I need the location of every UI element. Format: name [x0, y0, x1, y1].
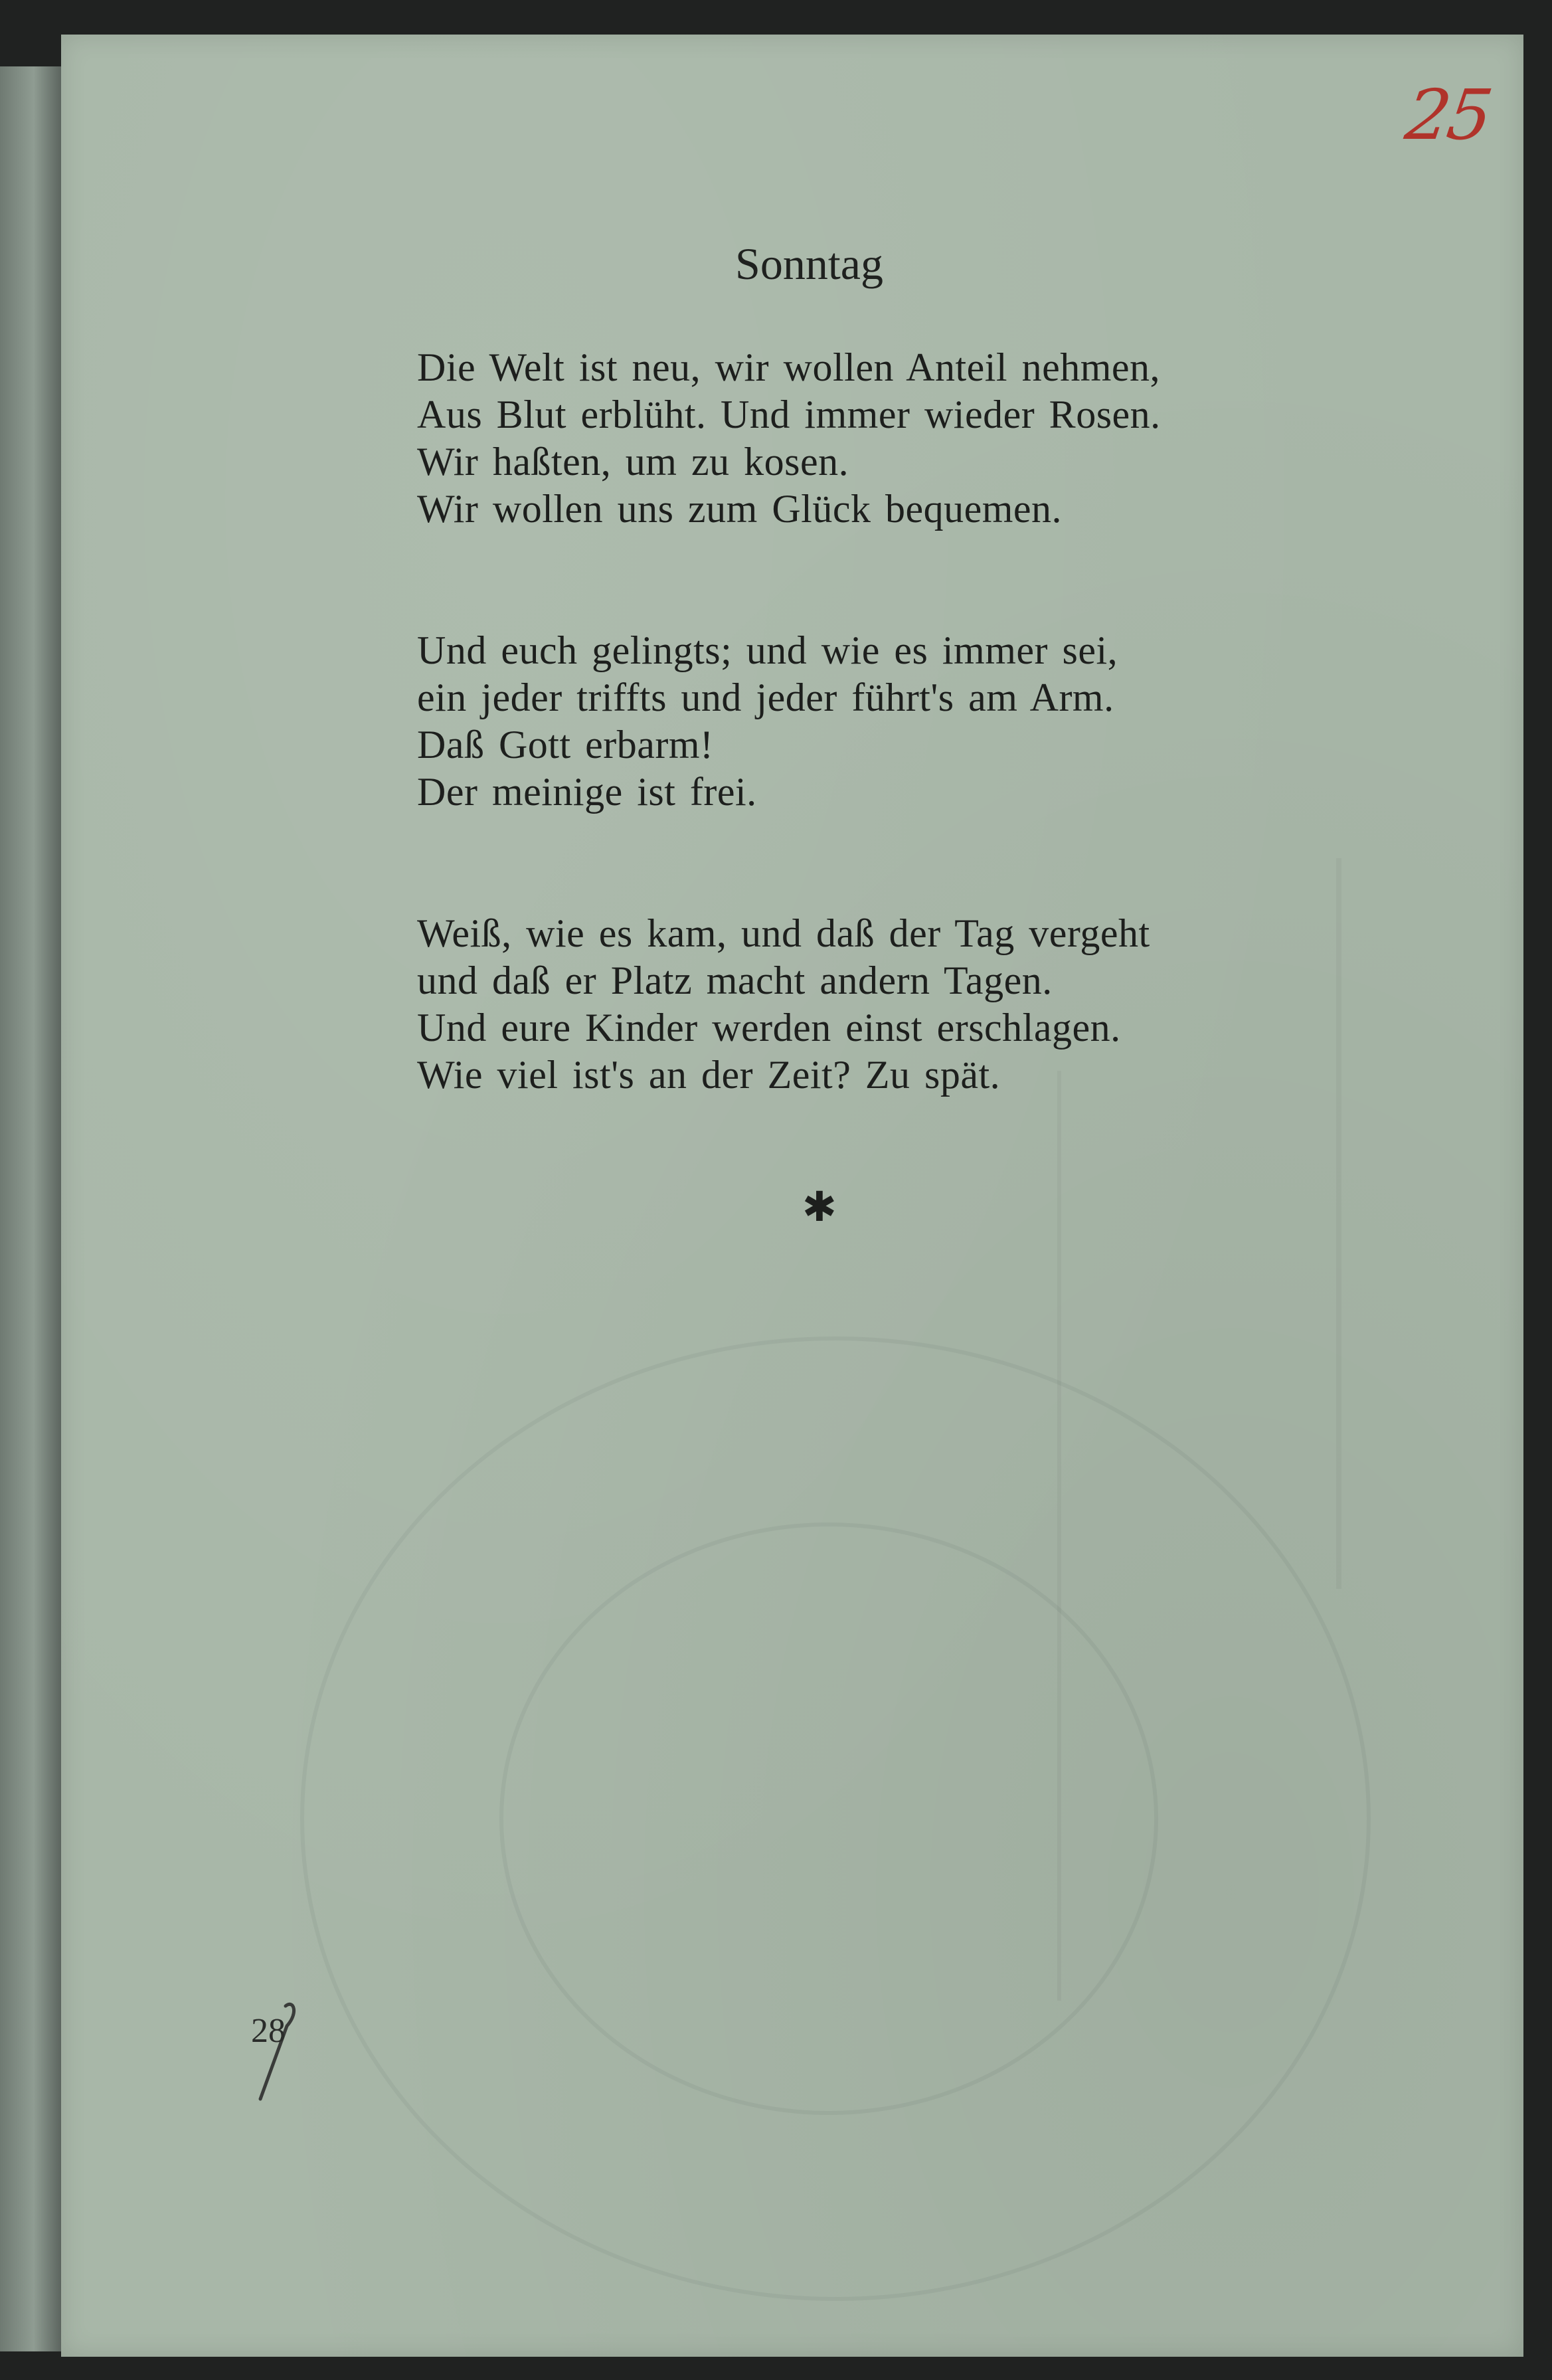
poem-line: Wie viel ist's an der Zeit? Zu spät. — [417, 1053, 1001, 1097]
pencil-stroke-mark — [247, 1993, 300, 2112]
poem-line: Und eure Kinder werden einst erschlagen. — [417, 1006, 1121, 1050]
poem-line: Wir haßten, um zu kosen. — [417, 440, 849, 484]
poem-line: Aus Blut erblüht. Und immer wieder Rosen. — [417, 393, 1161, 436]
show-through-line — [1057, 1071, 1061, 2001]
stanza — [417, 344, 1347, 533]
stanza — [417, 627, 1347, 816]
poem-line: Wir wollen uns zum Glück bequemen. — [417, 487, 1063, 531]
poem-body — [417, 344, 1347, 1099]
poem-line: Daß Gott erbarm! — [417, 723, 714, 767]
facing-page-edge — [0, 66, 61, 2351]
poem-title: Sonntag — [735, 238, 883, 289]
printed-page-number: 28 — [251, 2012, 286, 2050]
handwritten-folio-number: 25 — [1401, 74, 1495, 155]
poem-line: Weiß, wie es kam, und daß der Tag vergeht — [417, 911, 1150, 955]
poem-line: ein jeder triffts und jeder führt's am Arm. — [417, 676, 1114, 719]
asterisk-ornament-icon: ✱ — [802, 1182, 837, 1231]
poem-line: Die Welt ist neu, wir wollen Anteil nehmen, — [417, 345, 1161, 389]
poem-line: und daß er Platz macht andern Tagen. — [417, 959, 1053, 1002]
poem-line: Der meinige ist frei. — [417, 770, 757, 814]
poem-line: Und euch gelingts; und wie es immer sei, — [417, 628, 1118, 672]
stanza — [417, 910, 1347, 1099]
